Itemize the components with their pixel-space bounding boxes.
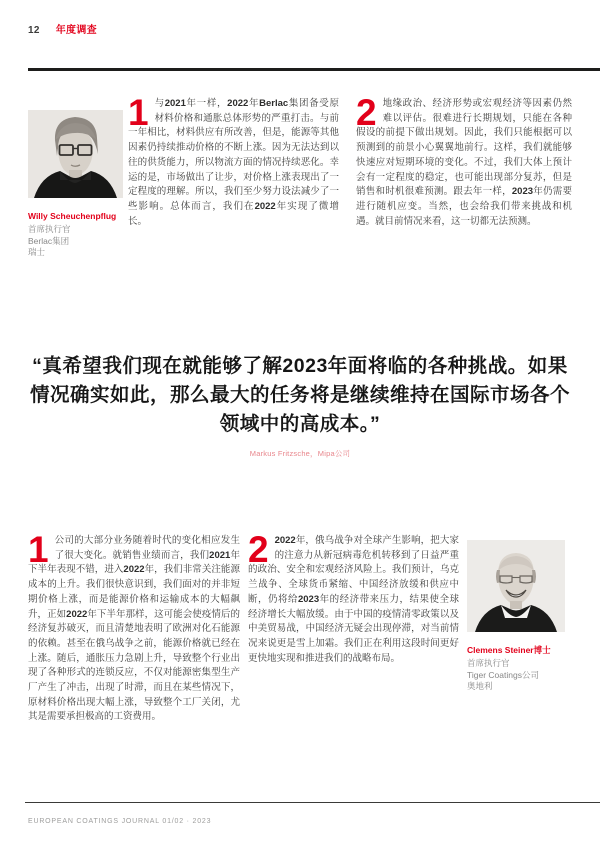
person-caption xyxy=(467,644,565,693)
portrait-photo-clemens xyxy=(467,540,565,632)
answer-number: 2 xyxy=(356,92,376,133)
answer-paragraph xyxy=(128,92,339,229)
portrait-photo-willy xyxy=(28,110,123,198)
answer-text: 与2021年一样，2022年Berlac集团备受原材料价格和通胀总体形势的严重打击。与前一年相比，材料供应有所改善，但是，能源等其他因素仍持续推动价格的不断上涨。因为无法达到以往的供货能力，所以物流方面的情况持续恶化。幸运的是，市场做出了让步，对价格上涨表现出了一定程度的理解。所以，我们至少努力设法减少了一些影响。总体而言，我们在2022年实现了微增长。 xyxy=(128,98,339,227)
answer-text: 2022年，俄乌战争对全球产生影响，把大家的注意力从新冠病毒危机转移到了日益严重的政治、安全和宏观经济风险上。我们预计，乌克兰战争、全球货币紧缩、中国经济放缓和供应中断，仍将给2023年的经济带来压力，结果使全球经济增长大幅放缓。由于中国的疫情清零政策以及中美贸易战，中国经济无疑会出现停滞，对当前情况来说更是雪上加霜。我们正在利用这段时间更好更快地实现和推进我们的战略布局。 xyxy=(248,535,459,664)
footer-divider-rule xyxy=(25,802,600,803)
person-role: 首席执行官 xyxy=(467,658,510,668)
person-company: Berlac集团 xyxy=(28,235,70,246)
top-divider-rule xyxy=(28,68,600,71)
answer-number: 1 xyxy=(128,92,148,133)
answer-number: 1 xyxy=(28,529,48,570)
person-role: 首席执行官 xyxy=(28,224,71,234)
journal-footer-line: EUROPEAN COATINGS JOURNAL 01/02 · 2023 xyxy=(28,818,212,825)
portrait-illustration-willy xyxy=(28,110,123,198)
page-header xyxy=(28,21,97,36)
person-profile-clemens xyxy=(467,540,565,693)
answer-paragraph xyxy=(28,529,240,725)
pull-quote-text: “真希望我们现在就能够了解2023年面将临的各种挑战。如果情况确实如此，那么最大的任务将是继续维持在国际市场各个领域中的高成本。” xyxy=(29,355,570,435)
answer-top-2 xyxy=(356,92,572,229)
answer-paragraph xyxy=(248,529,459,666)
person-profile-willy xyxy=(28,110,123,259)
answer-bottom-2 xyxy=(248,529,459,666)
answer-bottom-1 xyxy=(28,529,240,725)
person-caption xyxy=(28,210,123,259)
answer-paragraph xyxy=(356,92,572,229)
person-country: 瑞士 xyxy=(28,247,46,257)
person-name: Willy Scheuchenpflug xyxy=(28,211,117,221)
person-name: Clemens Steiner博士 xyxy=(467,645,551,655)
pull-quote xyxy=(27,352,573,459)
portrait-illustration-clemens xyxy=(467,540,565,632)
answer-text: 公司的大部分业务随着时代的变化相应发生了很大变化。就销售业绩而言，我们2021年下半年表现不错，进入2022年，我们非常关注能源成本的上升。我们很快意识到，我们面对的并非短期价格上涨，而是能源价格和运输成本的大幅飙升，正如2022年下半年那样，这可能会使疫情后的经济复苏破灭，而且清楚地表明了欧洲对化石能源的依赖。甚至在俄乌战争之前，能源价格就已经在上涨。随后，通胀压力急剧上升，导致整个行业出现了各种形式的连锁反应，不仅对能源密集型生产厂产生了冲击，出现了时滞，而且在某些情况下，原材料价格出现大幅上涨，导致整个工厂关闭，尤其是需要承担极高的工资费用。 xyxy=(28,535,240,723)
answer-top-1 xyxy=(128,92,339,229)
person-country: 奥地利 xyxy=(467,681,493,691)
page-number: 12 xyxy=(28,25,40,36)
section-title: 年度调查 xyxy=(55,25,97,36)
answer-text: 地缘政治、经济形势或宏观经济等因素仍然难以评估。很难进行长期规划，只能在各种假设的前提下做出规划。因此，我们只能根据可以预测到的前景小心翼翼地前行。这样，我们就能够快速应对短期环境的变化。不过，我们大体上预计会有一定程度的稳定，也可能出现部分复苏，但是销售和时机很难预测。跟去年一样，2023年仍需要进行随机应变。当然，也会给我们带来挑战和机遇。就目前情况来看，这一切都无法预测。 xyxy=(356,98,572,227)
person-company: Tiger Coatings公司 xyxy=(467,669,539,680)
pull-quote-attribution: Markus Fritzsche，Mipa公司 xyxy=(249,449,351,458)
answer-number: 2 xyxy=(248,529,268,570)
